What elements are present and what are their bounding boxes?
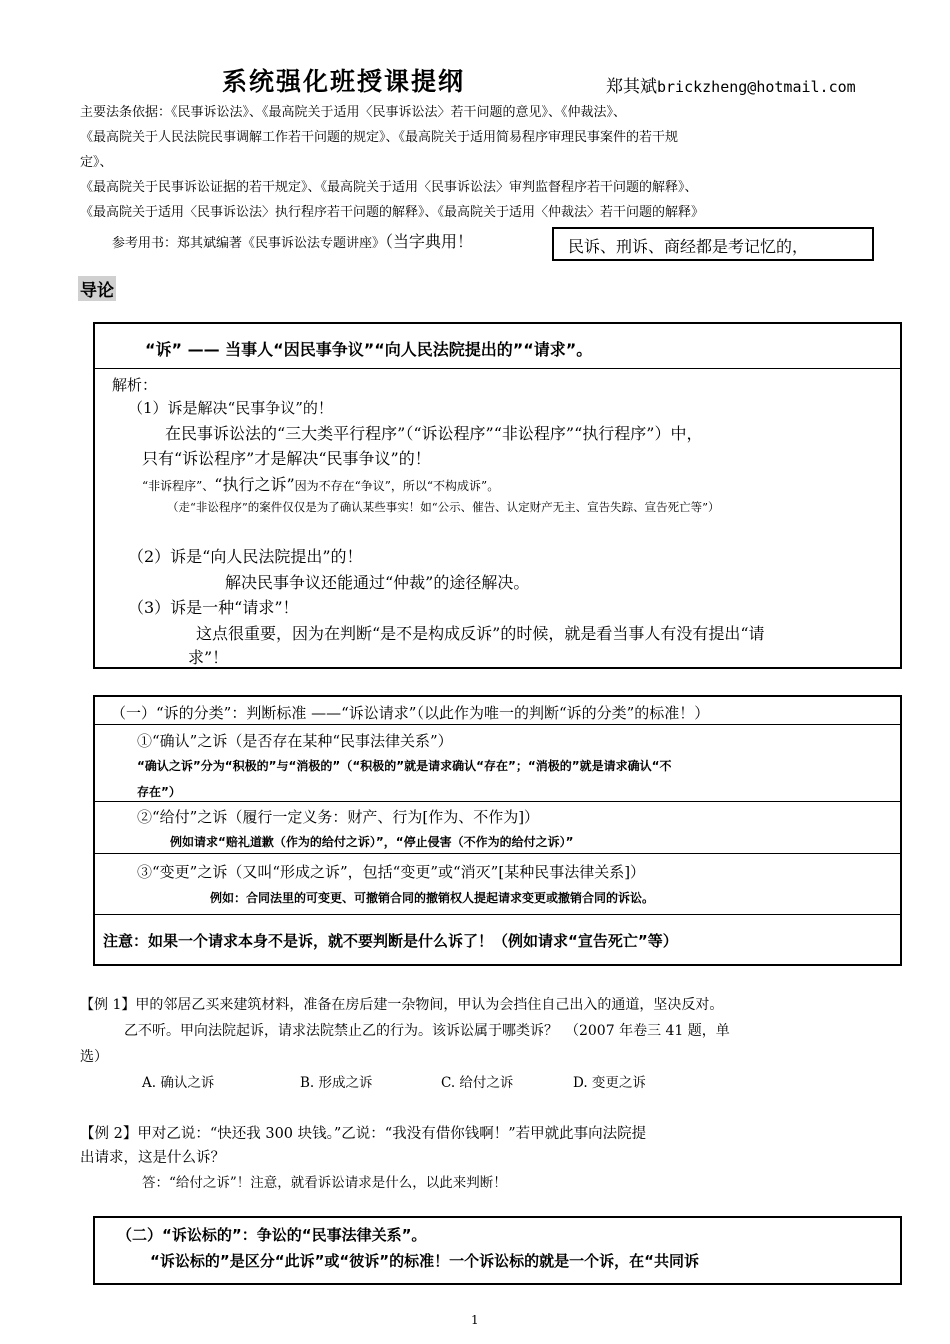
- example-1-option-d: D. 变更之诉: [573, 1075, 646, 1091]
- author-line: [606, 72, 856, 97]
- item-1-title: ①“确认”之诉（是否存在某种“民事法律关系”）: [137, 732, 453, 750]
- point-1-note-2: （走“非讼程序”的案件仅仅是为了确认某些事实！如“公示、催告、认定财产无主、宣告失踪、宣告死亡等”）: [167, 500, 720, 514]
- page-title: 系统强化班授课提纲: [222, 67, 466, 96]
- example-1-option-c: C. 给付之诉: [441, 1075, 514, 1091]
- classification-divider-2: [95, 801, 900, 802]
- reference-note: （当字典用！: [385, 232, 474, 251]
- note-part-a: “非诉程序”、: [142, 479, 215, 493]
- example-2-answer: 答：“给付之诉”！注意，就看诉讼请求是什么，以此来判断！: [142, 1175, 507, 1191]
- point-3-line-2: 求”！: [188, 648, 229, 667]
- subject-matter-box: [93, 1216, 902, 1285]
- item-3-detail: 例如：合同法里的可变更、可撤销合同的撤销权人提起请求变更或撤销合同的诉讼。: [210, 891, 655, 905]
- reference-book: [112, 229, 473, 252]
- example-2-line-2: 出请求，这是什么诉？: [80, 1150, 225, 1166]
- classification-note: 注意：如果一个请求本身不是诉，就不要判断是什么诉了！（例如请求“宣告死亡”等）: [103, 932, 678, 950]
- note-part-c: 因为不存在“争议”，所以“不构成诉”。: [294, 479, 500, 493]
- basis-line-4: 《最高院关于民事诉讼证据的若干规定》、《最高院关于适用〈民事诉讼法〉审判监督程序若干问题的解释》、: [80, 180, 698, 195]
- item-2-title: ②“给付”之诉（履行一定义务：财产、行为[作为、不作为]）: [137, 808, 540, 826]
- section-heading-intro: 导论: [78, 276, 116, 301]
- subject-matter-heading: （二）“诉讼标的”：争讼的“民事法律关系”。: [117, 1226, 427, 1244]
- definition-divider: [95, 368, 900, 369]
- basis-line-3: 定》、: [80, 155, 113, 170]
- example-1-option-a: A. 确认之诉: [142, 1075, 215, 1091]
- item-1-detail-1: “确认之诉”分为“积极的”与“消极的”（“积极的”就是请求确认“存在”；“消极的”就是请求确认“不: [137, 759, 672, 773]
- note-part-b: “执行之诉”: [214, 475, 295, 494]
- point-1-note: [142, 472, 499, 495]
- callout-box: 民诉、刑诉、商经都是考记忆的，: [552, 227, 874, 261]
- definition-box: [93, 322, 902, 669]
- classification-divider-4: [95, 914, 900, 915]
- item-3-title: ③“变更”之诉（又叫“形成之诉”，包括“变更”或“消灭”[某种民事法律关系]）: [137, 863, 646, 881]
- item-1-detail-2: 存在”）: [137, 785, 181, 799]
- point-1-line-2: 只有“诉讼程序”才是解决“民事争议”的！: [142, 449, 431, 468]
- example-2-line-1: 【例 2】甲对乙说：“快还我 300 块钱。”乙说：“我没有借你钱啊！”若甲就此事向法院提: [80, 1126, 647, 1142]
- basis-line-5: 《最高院关于适用〈民事诉讼法〉执行程序若干问题的解释》、《最高院关于适用〈仲裁法〉若干问题的解释》: [80, 205, 705, 220]
- point-2-line: 解决民事争议还能通过“仲裁”的途径解决。: [225, 573, 530, 592]
- page-number: 1: [471, 1313, 479, 1327]
- example-1-line-2: 乙不听。甲向法院起诉，请求法院禁止乙的行为。该诉讼属于哪类诉？ （2007 年卷三 41 题，单: [124, 1023, 730, 1039]
- point-3-line-1: 这点很重要，因为在判断“是不是构成反诉”的时候，就是看当事人有没有提出“请: [196, 624, 765, 643]
- classification-divider-3: [95, 853, 900, 854]
- basis-line-1: 主要法条依据：《民事诉讼法》、《最高院关于适用〈民事诉讼法〉若干问题的意见》、《仲裁法》、: [80, 105, 627, 120]
- example-1-line-3: 选）: [80, 1049, 108, 1065]
- subject-matter-line: “诉讼标的”是区分“此诉”或“彼诉”的标准！一个诉讼标的就是一个诉，在“共同诉: [150, 1252, 700, 1270]
- reference-text: 参考用书：郑其斌编著《民事诉讼法专题讲座》: [112, 236, 386, 251]
- classification-box: [93, 695, 902, 966]
- example-1-option-b: B. 形成之诉: [300, 1075, 373, 1091]
- point-1-line-1: 在民事诉讼法的“三大类平行程序”（“诉讼程序”“非讼程序”“执行程序”）中，: [165, 424, 703, 443]
- example-1-line-1: 【例 1】甲的邻居乙买来建筑材料，准备在房后建一杂物间，甲认为会挡住自己出入的通道，坚决反对。: [80, 997, 724, 1013]
- definition-heading: “诉” —— 当事人“因民事争议”“向人民法院提出的”“请求”。: [145, 340, 593, 359]
- point-1-title: （1）诉是解决“民事争议”的！: [128, 399, 333, 417]
- author-email: brickzheng@hotmail.com: [657, 78, 856, 96]
- author-name: 郑其斌: [606, 77, 657, 97]
- basis-line-2: 《最高院关于人民法院民事调解工作若干问题的规定》、《最高院关于适用简易程序审理民事案件的若干规: [80, 130, 679, 145]
- classification-heading: （一）“诉的分类”：判断标准 ——“诉讼请求”（以此作为唯一的判断“诉的分类”的标准！）: [111, 704, 710, 722]
- point-2-title: （2）诉是“向人民法院提出”的！: [128, 547, 363, 566]
- classification-divider-1: [95, 724, 900, 725]
- point-3-title: （3）诉是一种“请求”！: [128, 598, 299, 617]
- item-2-detail: 例如请求“赔礼道歉（作为的给付之诉）”，“停止侵害（不作为的给付之诉）”: [170, 835, 574, 849]
- analysis-label: 解析：: [112, 376, 158, 394]
